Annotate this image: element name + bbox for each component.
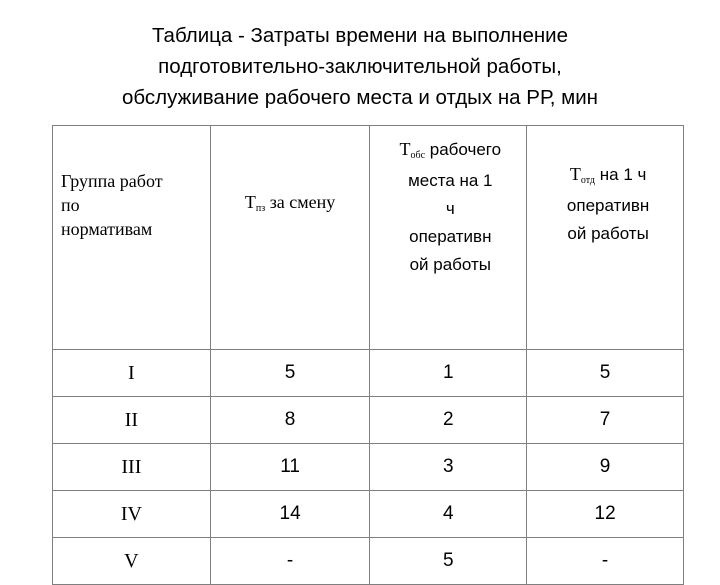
title-line-1: Таблица - Затраты времени на выполнение [151,24,569,47]
t-symbol: Т [244,192,256,212]
cell-pz: - [210,538,370,585]
cell-otd: 7 [527,397,684,444]
header-text: на 1 ч [595,165,647,184]
cell-obs: 4 [370,491,527,538]
cell-group: I [53,350,211,397]
header-line: оперативн [409,227,492,246]
time-norms-table [52,125,684,585]
header-line: ой работы [567,224,649,243]
header-t-obs [370,126,527,350]
cell-group: V [53,538,211,585]
cell-pz: 5 [210,350,370,397]
header-line: ой работы [409,255,491,274]
cell-obs: 3 [370,444,527,491]
cell-group: III [53,444,211,491]
header-line: места на 1 [408,171,493,190]
table-header-row [53,126,684,350]
cell-obs: 5 [370,538,527,585]
cell-otd: - [527,538,684,585]
cell-obs: 2 [370,397,527,444]
cell-obs: 1 [370,350,527,397]
header-group-line: Группа работ [61,171,163,191]
cell-pz: 14 [210,491,370,538]
table-row [53,350,684,397]
cell-group: IV [53,491,211,538]
header-text: за смену [265,192,336,212]
t-subscript: обс [410,150,426,161]
header-group [53,126,211,350]
title-line-2: подготовительно-заключительной работы, [158,55,562,78]
cell-pz: 8 [210,397,370,444]
t-subscript: пз [255,203,266,214]
table-row [53,538,684,585]
table-row [53,397,684,444]
header-group-line: по [61,195,80,215]
page-title [0,20,720,113]
cell-otd: 5 [527,350,684,397]
header-t-otd [527,126,684,350]
header-text: рабочего [425,140,502,159]
t-symbol: Т [399,139,411,159]
cell-otd: 9 [527,444,684,491]
table-row [53,491,684,538]
header-group-line: нормативам [61,219,153,239]
cell-pz: 11 [210,444,370,491]
t-symbol: Т [569,164,581,184]
title-line-3: обслуживание рабочего места и отдых на РР, мин [122,86,598,109]
header-line: оперативн [566,196,650,215]
t-subscript: отд [580,175,596,186]
header-t-pz [210,126,370,350]
table-row [53,444,684,491]
header-line: ч [445,199,455,218]
cell-group: II [53,397,211,444]
cell-otd: 12 [527,491,684,538]
